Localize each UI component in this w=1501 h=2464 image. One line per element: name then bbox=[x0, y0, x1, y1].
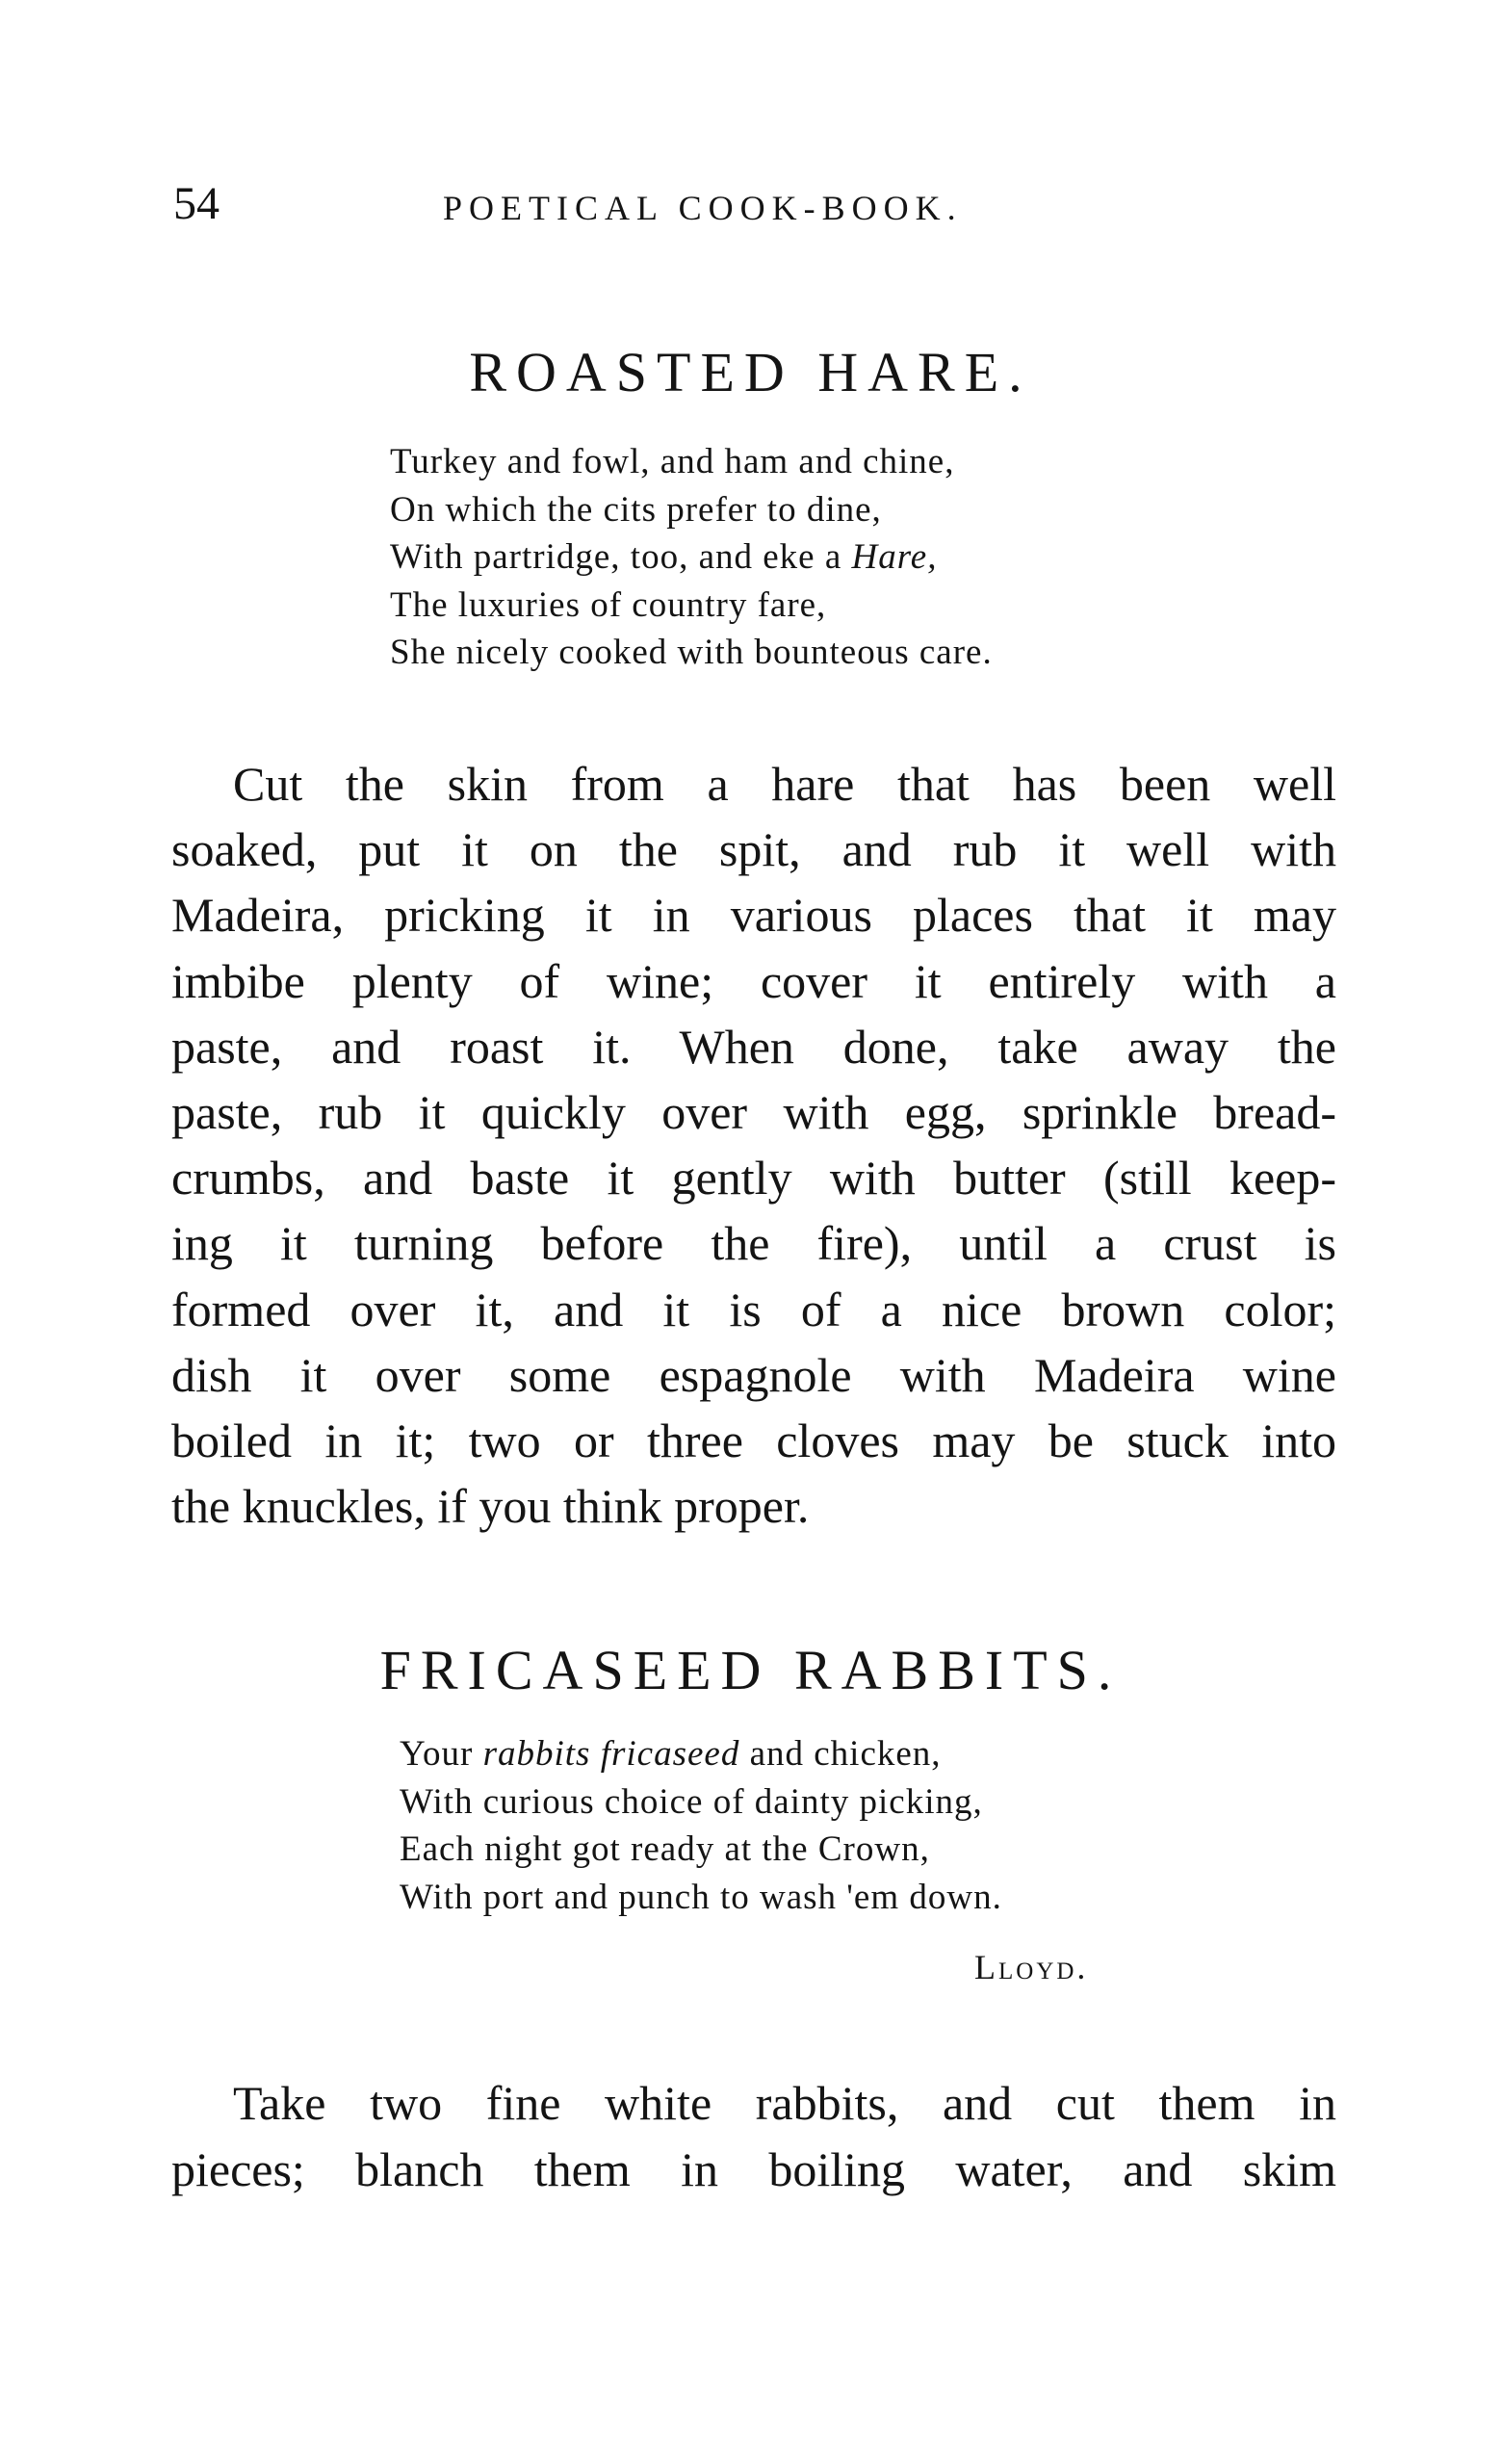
verse-line: She nicely cooked with bounteous care. bbox=[390, 633, 993, 672]
verse-roasted-hare bbox=[390, 438, 993, 677]
running-head bbox=[0, 175, 1501, 233]
prose-line: the knuckles, if you think proper. bbox=[171, 1479, 810, 1534]
verse-italic-phrase: rabbits fricaseed bbox=[482, 1734, 740, 1774]
prose-roasted-hare bbox=[171, 751, 1336, 1539]
verse-line: With port and punch to wash 'em down. bbox=[400, 1877, 1002, 1917]
verse-line-text: With partridge, too, and eke a bbox=[390, 537, 852, 577]
verse-line: Turkey and fowl, and ham and chine, bbox=[390, 442, 955, 481]
prose-line: paste, rub it quickly over with egg, sprinkle bread- bbox=[171, 1084, 1336, 1139]
recipe-title-fricaseed-rabbits: FRICASEED RABBITS. bbox=[379, 1639, 1122, 1701]
verse-line: On which the cits prefer to dine, bbox=[390, 489, 882, 530]
verse-line: With curious choice of dainty picking, bbox=[400, 1781, 983, 1822]
verse-italic-word: Hare, bbox=[851, 537, 938, 577]
prose-line: Madeira, pricking it in various places that it may bbox=[171, 888, 1336, 943]
running-title: POETICAL COOK-BOOK. bbox=[443, 189, 963, 227]
verse-line: Each night got ready at the Crown, bbox=[400, 1829, 930, 1869]
prose-line: Take two fine white rabbits, and cut them in bbox=[233, 2076, 1336, 2130]
verse-line-prefix: Your bbox=[400, 1734, 483, 1774]
verse-line: The luxuries of country fare, bbox=[390, 584, 827, 625]
verse-line bbox=[400, 1730, 1002, 1778]
prose-line: formed over it, and it is of a nice brown color; bbox=[171, 1282, 1336, 1336]
prose-line: paste, and roast it. When done, take away the bbox=[171, 1019, 1336, 1074]
verse-line-suffix: and chicken, bbox=[739, 1734, 942, 1774]
recipe-title-roasted-hare: ROASTED HARE. bbox=[469, 341, 1032, 403]
prose-line: Cut the skin from a hare that has been well bbox=[233, 757, 1336, 811]
verse-fricaseed-rabbits bbox=[400, 1730, 1002, 1921]
verse-attribution: Lloyd. bbox=[974, 1948, 1089, 1986]
prose-fricaseed-rabbits bbox=[171, 2070, 1336, 2203]
prose-line: boiled in it; two or three cloves may be stuck into bbox=[171, 1413, 1336, 1467]
prose-line: dish it over some espagnole with Madeira wine bbox=[171, 1347, 1336, 1402]
page-number: 54 bbox=[173, 178, 220, 229]
prose-line: imbibe plenty of wine; cover it entirely with a bbox=[171, 953, 1336, 1008]
verse-line bbox=[390, 533, 993, 582]
prose-line: pieces; blanch them in boiling water, and skim bbox=[171, 2142, 1336, 2196]
prose-line: ing it turning before the fire), until a crust is bbox=[171, 1216, 1336, 1271]
prose-line: soaked, put it on the spit, and rub it well with bbox=[171, 822, 1336, 877]
prose-line: crumbs, and baste it gently with butter (still keep- bbox=[171, 1151, 1336, 1206]
